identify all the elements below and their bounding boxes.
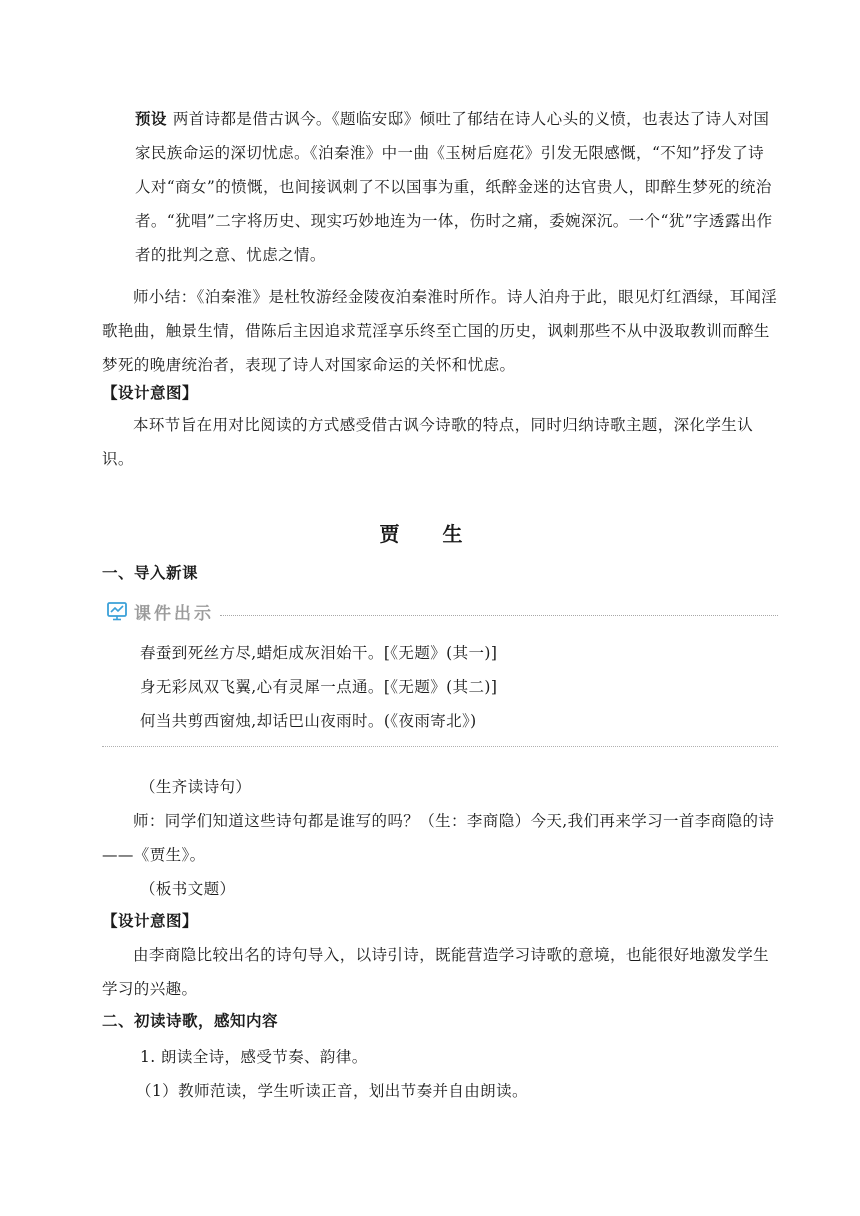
courseware-label: 课件出示 xyxy=(134,603,214,624)
poem-line: 身无彩凤双飞翼,心有灵犀一点通。[《无题》(其二)] xyxy=(140,678,498,696)
list-item: 1. 朗读全诗，感受节奏、韵律。 xyxy=(140,1048,368,1066)
design-intent-text: 由李商隐比较出名的诗句导入，以诗引诗，既能营造学习诗歌的意境，也能很好地激发学生学习的兴趣。 xyxy=(102,946,770,998)
poem-list xyxy=(140,636,776,738)
design-intent-heading: 【设计意图】 xyxy=(102,911,199,930)
stage-direction: （生齐读诗句） xyxy=(140,778,252,796)
design-intent-heading: 【设计意图】 xyxy=(102,383,199,402)
section-heading-first-reading: 二、初读诗歌，感知内容 xyxy=(102,1011,279,1030)
courseware-divider xyxy=(220,615,778,616)
presentation-icon xyxy=(106,600,128,622)
preset-label: 预设 xyxy=(135,109,167,128)
courseware-end-divider xyxy=(102,746,778,747)
lesson-title: 贾 生 xyxy=(379,522,481,546)
stage-direction: （板书文题） xyxy=(140,880,236,898)
teacher-summary: 师小结：《泊秦淮》是杜牧游经金陵夜泊秦淮时所作。诗人泊舟于此，眼见灯红酒绿，耳闻淫歌艳曲，触景生情，借陈后主因追求荒淫享乐终至亡国的历史，讽刺那些不从中汲取教训而醉生梦死的晚唐统治者，表现了诗人对国家命运的关怀和忧虑。 xyxy=(102,288,778,374)
poem-line: 何当共剪西窗烛,却话巴山夜雨时。(《夜雨寄北》) xyxy=(140,712,477,730)
preset-text: 两首诗都是借古讽今。《题临安邸》倾吐了郁结在诗人心头的义愤，也表达了诗人对国家民族命运的深切忧虑。《泊秦淮》中一曲《玉树后庭花》引发无限感慨，“不知”抒发了诗人对“商女”的愤慨，也间接讽刺了不以国事为重，纸醉金迷的达官贵人，即醉生梦死的统治者。“犹唱”二字将历史、现实巧妙地连为一体，伤时之痛，委婉深沉。一个“犹”字透露出作者的批判之意、忧虑之情。 xyxy=(135,110,773,264)
preset-paragraph xyxy=(135,102,778,272)
list-item: （1）教师范读，学生听读正音，划出节奏并自由朗读。 xyxy=(136,1082,528,1100)
section-heading-intro: 一、导入新课 xyxy=(102,563,199,582)
poem-line: 春蚕到死丝方尽,蜡炬成灰泪始干。[《无题》(其一)] xyxy=(140,644,498,662)
teacher-dialogue: 师：同学们知道这些诗句都是谁写的吗？（生：李商隐）今天,我们再来学习一首李商隐的诗——《贾生》。 xyxy=(102,812,775,864)
design-intent-text: 本环节旨在用对比阅读的方式感受借古讽今诗歌的特点，同时归纳诗歌主题，深化学生认识。 xyxy=(102,416,754,468)
courseware-banner xyxy=(106,598,778,624)
